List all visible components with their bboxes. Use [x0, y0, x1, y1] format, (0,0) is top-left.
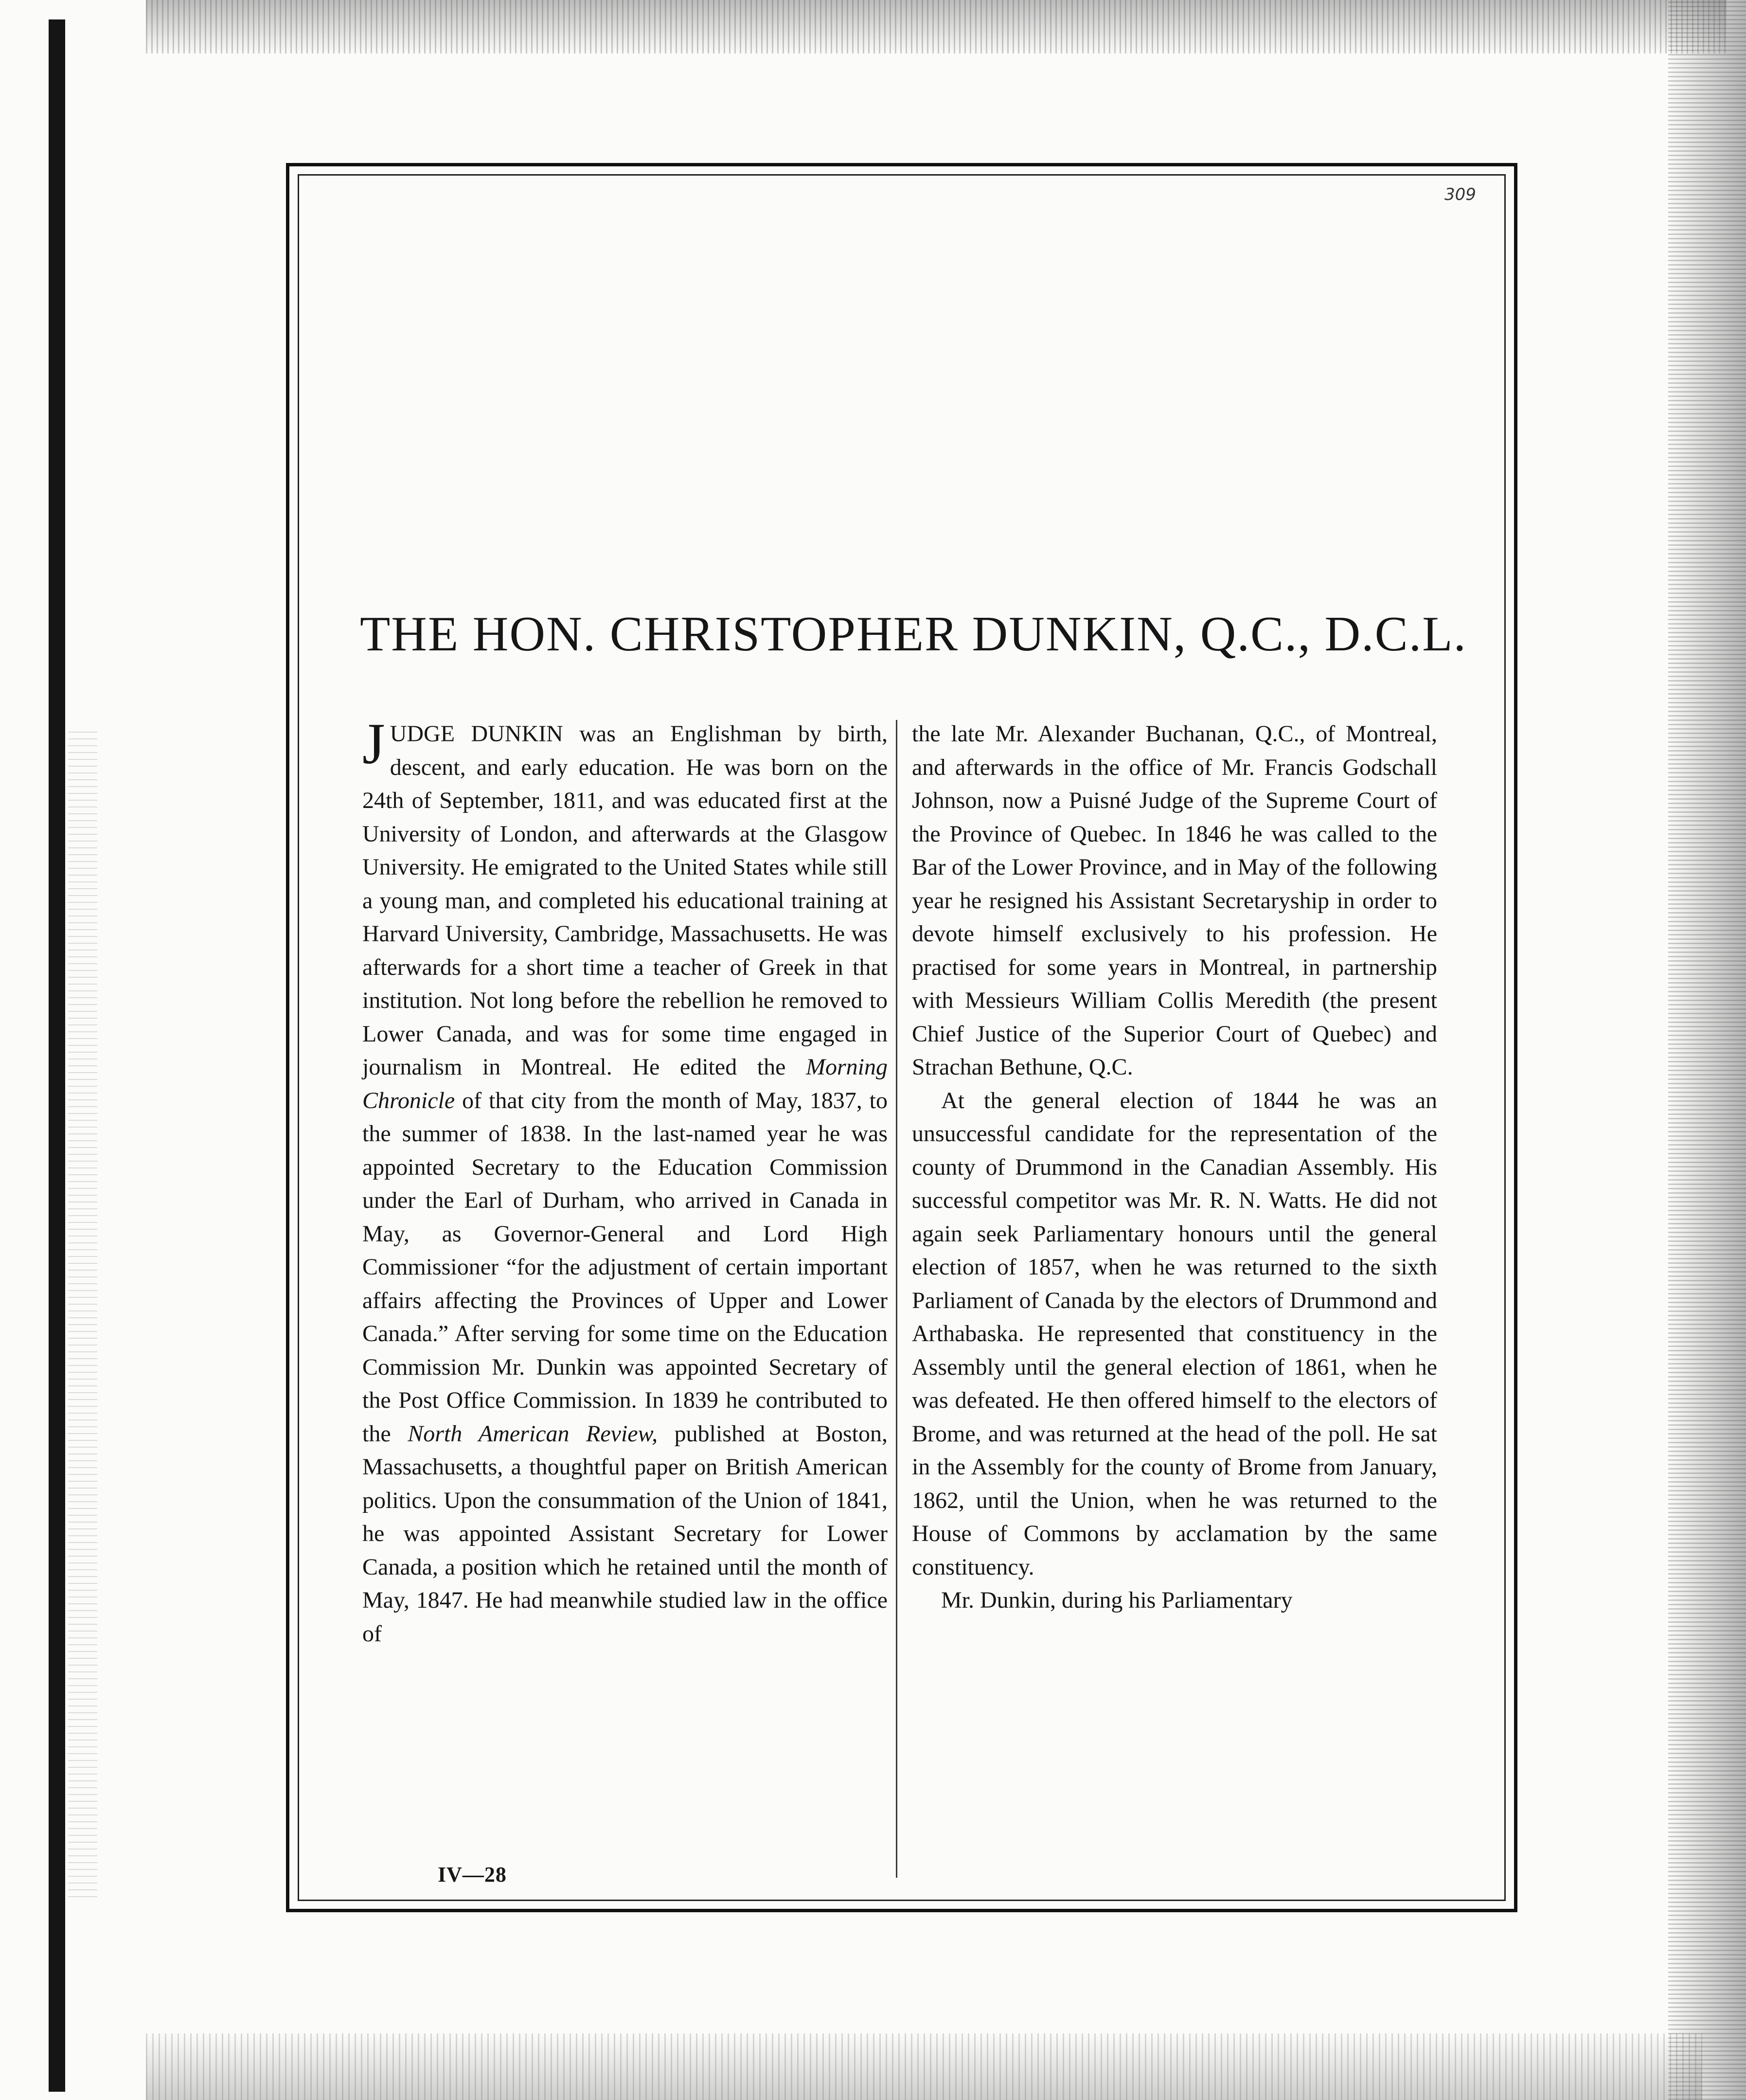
left-paragraph-1-run-1: Morning Chronicle	[362, 1054, 888, 1113]
binding-spine-shadow	[49, 19, 65, 2092]
right-column	[912, 718, 1437, 1617]
left-column	[362, 711, 888, 1651]
drop-cap: J	[362, 711, 385, 776]
article-title: THE HON. CHRISTOPHER DUNKIN, Q.C., D.C.L.	[360, 607, 1467, 662]
scan-edge-left	[68, 730, 97, 1897]
signature-mark: IV—28	[438, 1863, 507, 1886]
right-paragraph-3: Mr. Dunkin, during his Parliamentary	[941, 1587, 1293, 1613]
right-paragraph-1: the late Mr. Alexander Buchanan, Q.C., of Montreal, and afterwards in the office of Mr. Francis Godschall Johnson, now a Puisné Judge of the Supreme Court of the Province of Quebec. In 1846 he was called to the Bar of the Lower Province, and in May of the following year he resigned his Assistant Secretaryship in order to devote himself exclusively to his profession. He practised for some years in Montreal, in partnership with Messieurs William Collis Meredith (the present Chief Justice of the Superior Court of Quebec) and Strachan Bethune, Q.C.	[912, 721, 1437, 1080]
left-paragraph-1-run-2: of that city from the month of May, 1837, to the summer of 1838. In the last-named year he was appointed Secretary to the Education Commission under the Earl of Durham, who arrived in Canada in May, as Governor-General and Lord High Commissioner “for the adjustment of certain important affairs affecting the Provinces of Upper and Lower Canada.” After serving for some time on the Education Commission Mr. Dunkin was appointed Secretary of the Post Office Commission. In 1839 he contributed to the	[362, 1087, 888, 1447]
left-paragraph-1-run-0: UDGE DUNKIN was an Englishman by birth, descent, and early education. He was born on the 24th of September, 1811, and was educated first at the University of London, and afterwards at the Glasgow University. He emigrated to the United States while still a young man, and completed his educational training at Harvard University, Cambridge, Massachusetts. He was afterwards for a short time a teacher of Greek in that institution. Not long before the rebellion he removed to Lower Canada, and was for some time engaged in journalism in Montreal. He edited the	[362, 721, 888, 1080]
left-paragraph-1	[362, 711, 888, 1651]
page-number: 309	[1444, 185, 1476, 204]
column-divider	[896, 720, 897, 1878]
scan-edge-right	[1668, 0, 1746, 2100]
scan-edge-bottom	[146, 2033, 1702, 2100]
left-paragraph-1-run-3: North American Review,	[408, 1420, 658, 1447]
left-paragraph-1-run-4: published at Boston, Massachusetts, a thoughtful paper on British American politics. Upon the consummation of the Union of 1841, he was appointed Assistant Secretary for Lower Canada, a position which he retained until the month of May, 1847. He had meanwhile studied law in the office of	[362, 1420, 888, 1647]
right-paragraph-2: At the general election of 1844 he was an unsuccessful candidate for the representation of the county of Drummond in the Canadian Assembly. His successful competitor was Mr. R. N. Watts. He did not again seek Parliamentary honours until the general election of 1857, when he was returned to the sixth Parliament of Canada by the electors of Drummond and Arthabaska. He represented that constituency in the Assembly until the general election of 1861, when he was defeated. He then offered himself to the electors of Brome, and was returned at the head of the poll. He sat in the Assembly for the county of Brome from January, 1862, until the Union, when he was returned to the House of Commons by acclamation by the same constituency.	[912, 1087, 1437, 1580]
scan-edge-top	[146, 0, 1727, 54]
